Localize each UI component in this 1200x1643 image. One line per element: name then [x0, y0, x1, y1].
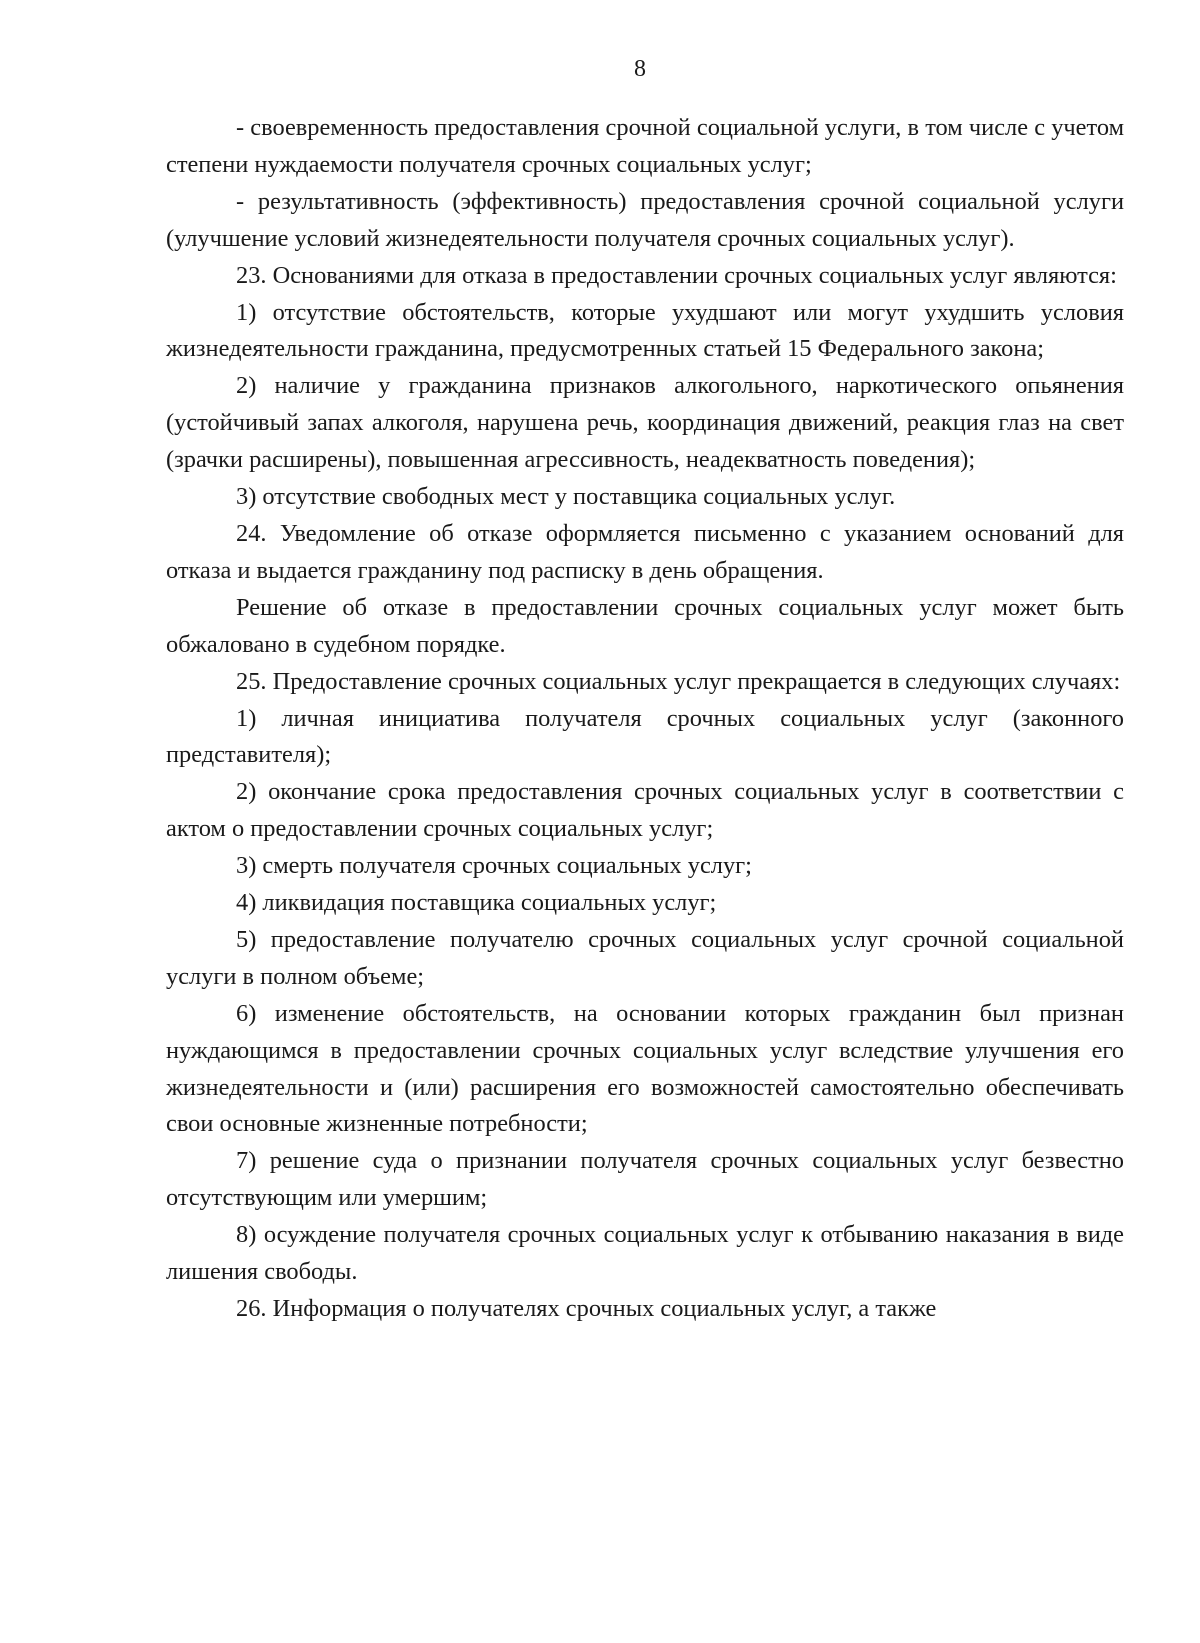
paragraph: 1) личная инициатива получателя срочных социальных услуг (законного представителя);	[166, 704, 1124, 769]
paragraph: 24. Уведомление об отказе оформляется письменно с указанием оснований для отказа и выдается гражданину под расписку в день обращения.	[166, 519, 1124, 584]
paragraph: 6) изменение обстоятельств, на основании которых гражданин был признан нуждающимся в предоставлении срочных социальных услуг вследствие улучшения его жизнедеятельности и (или) расширения его возможностей самостоятельно обеспечивать свои основные жизненные потребности;	[166, 999, 1124, 1138]
paragraph: 8) осуждение получателя срочных социальных услуг к отбыванию наказания в виде лишения свободы.	[166, 1221, 1124, 1286]
paragraph: - результативность (эффективность) предоставления срочной социальной услуги (улучшение условий жизнедеятельности получателя срочных социальных услуг).	[166, 187, 1124, 252]
paragraph: 3) смерть получателя срочных социальных услуг;	[236, 852, 752, 880]
paragraph: 7) решение суда о признании получателя срочных социальных услуг безвестно отсутствующим или умершим;	[166, 1147, 1124, 1212]
paragraph: 3) отсутствие свободных мест у поставщика социальных услуг.	[236, 483, 896, 511]
paragraph: 25. Предоставление срочных социальных услуг прекращается в следующих случаях:	[236, 667, 1121, 695]
paragraph: 26. Информация о получателях срочных социальных услуг, а также	[236, 1295, 937, 1322]
paragraph: - своевременность предоставления срочной социальной услуги, в том числе с учетом степени нуждаемости получателя срочных социальных услуг;	[166, 114, 1124, 178]
paragraph: 2) окончание срока предоставления срочных социальных услуг в соответствии с актом о предоставлении срочных социальных услуг;	[166, 778, 1124, 843]
document-body	[166, 110, 1124, 1328]
paragraph: 23. Основаниями для отказа в предоставлении срочных социальных услуг являются:	[236, 261, 1117, 289]
paragraph: 2) наличие у гражданина признаков алкогольного, наркотического опьянения (устойчивый запах алкоголя, нарушена речь, координация движений, реакция глаз на свет (зрачки расширены), повышенная агрессивность, неадекватность поведения);	[166, 372, 1124, 474]
paragraph: Решение об отказе в предоставлении срочных социальных услуг может быть обжаловано в судебном порядке.	[166, 593, 1124, 658]
paragraph: 1) отсутствие обстоятельств, которые ухудшают или могут ухудшить условия жизнедеятельности гражданина, предусмотренных статьей 15 Федерального закона;	[166, 298, 1124, 363]
paragraph: 4) ликвидация поставщика социальных услуг;	[236, 889, 717, 917]
paragraph: 5) предоставление получателю срочных социальных услуг срочной социальной услуги в полном объеме;	[166, 925, 1124, 990]
page-number: 8	[634, 56, 646, 82]
